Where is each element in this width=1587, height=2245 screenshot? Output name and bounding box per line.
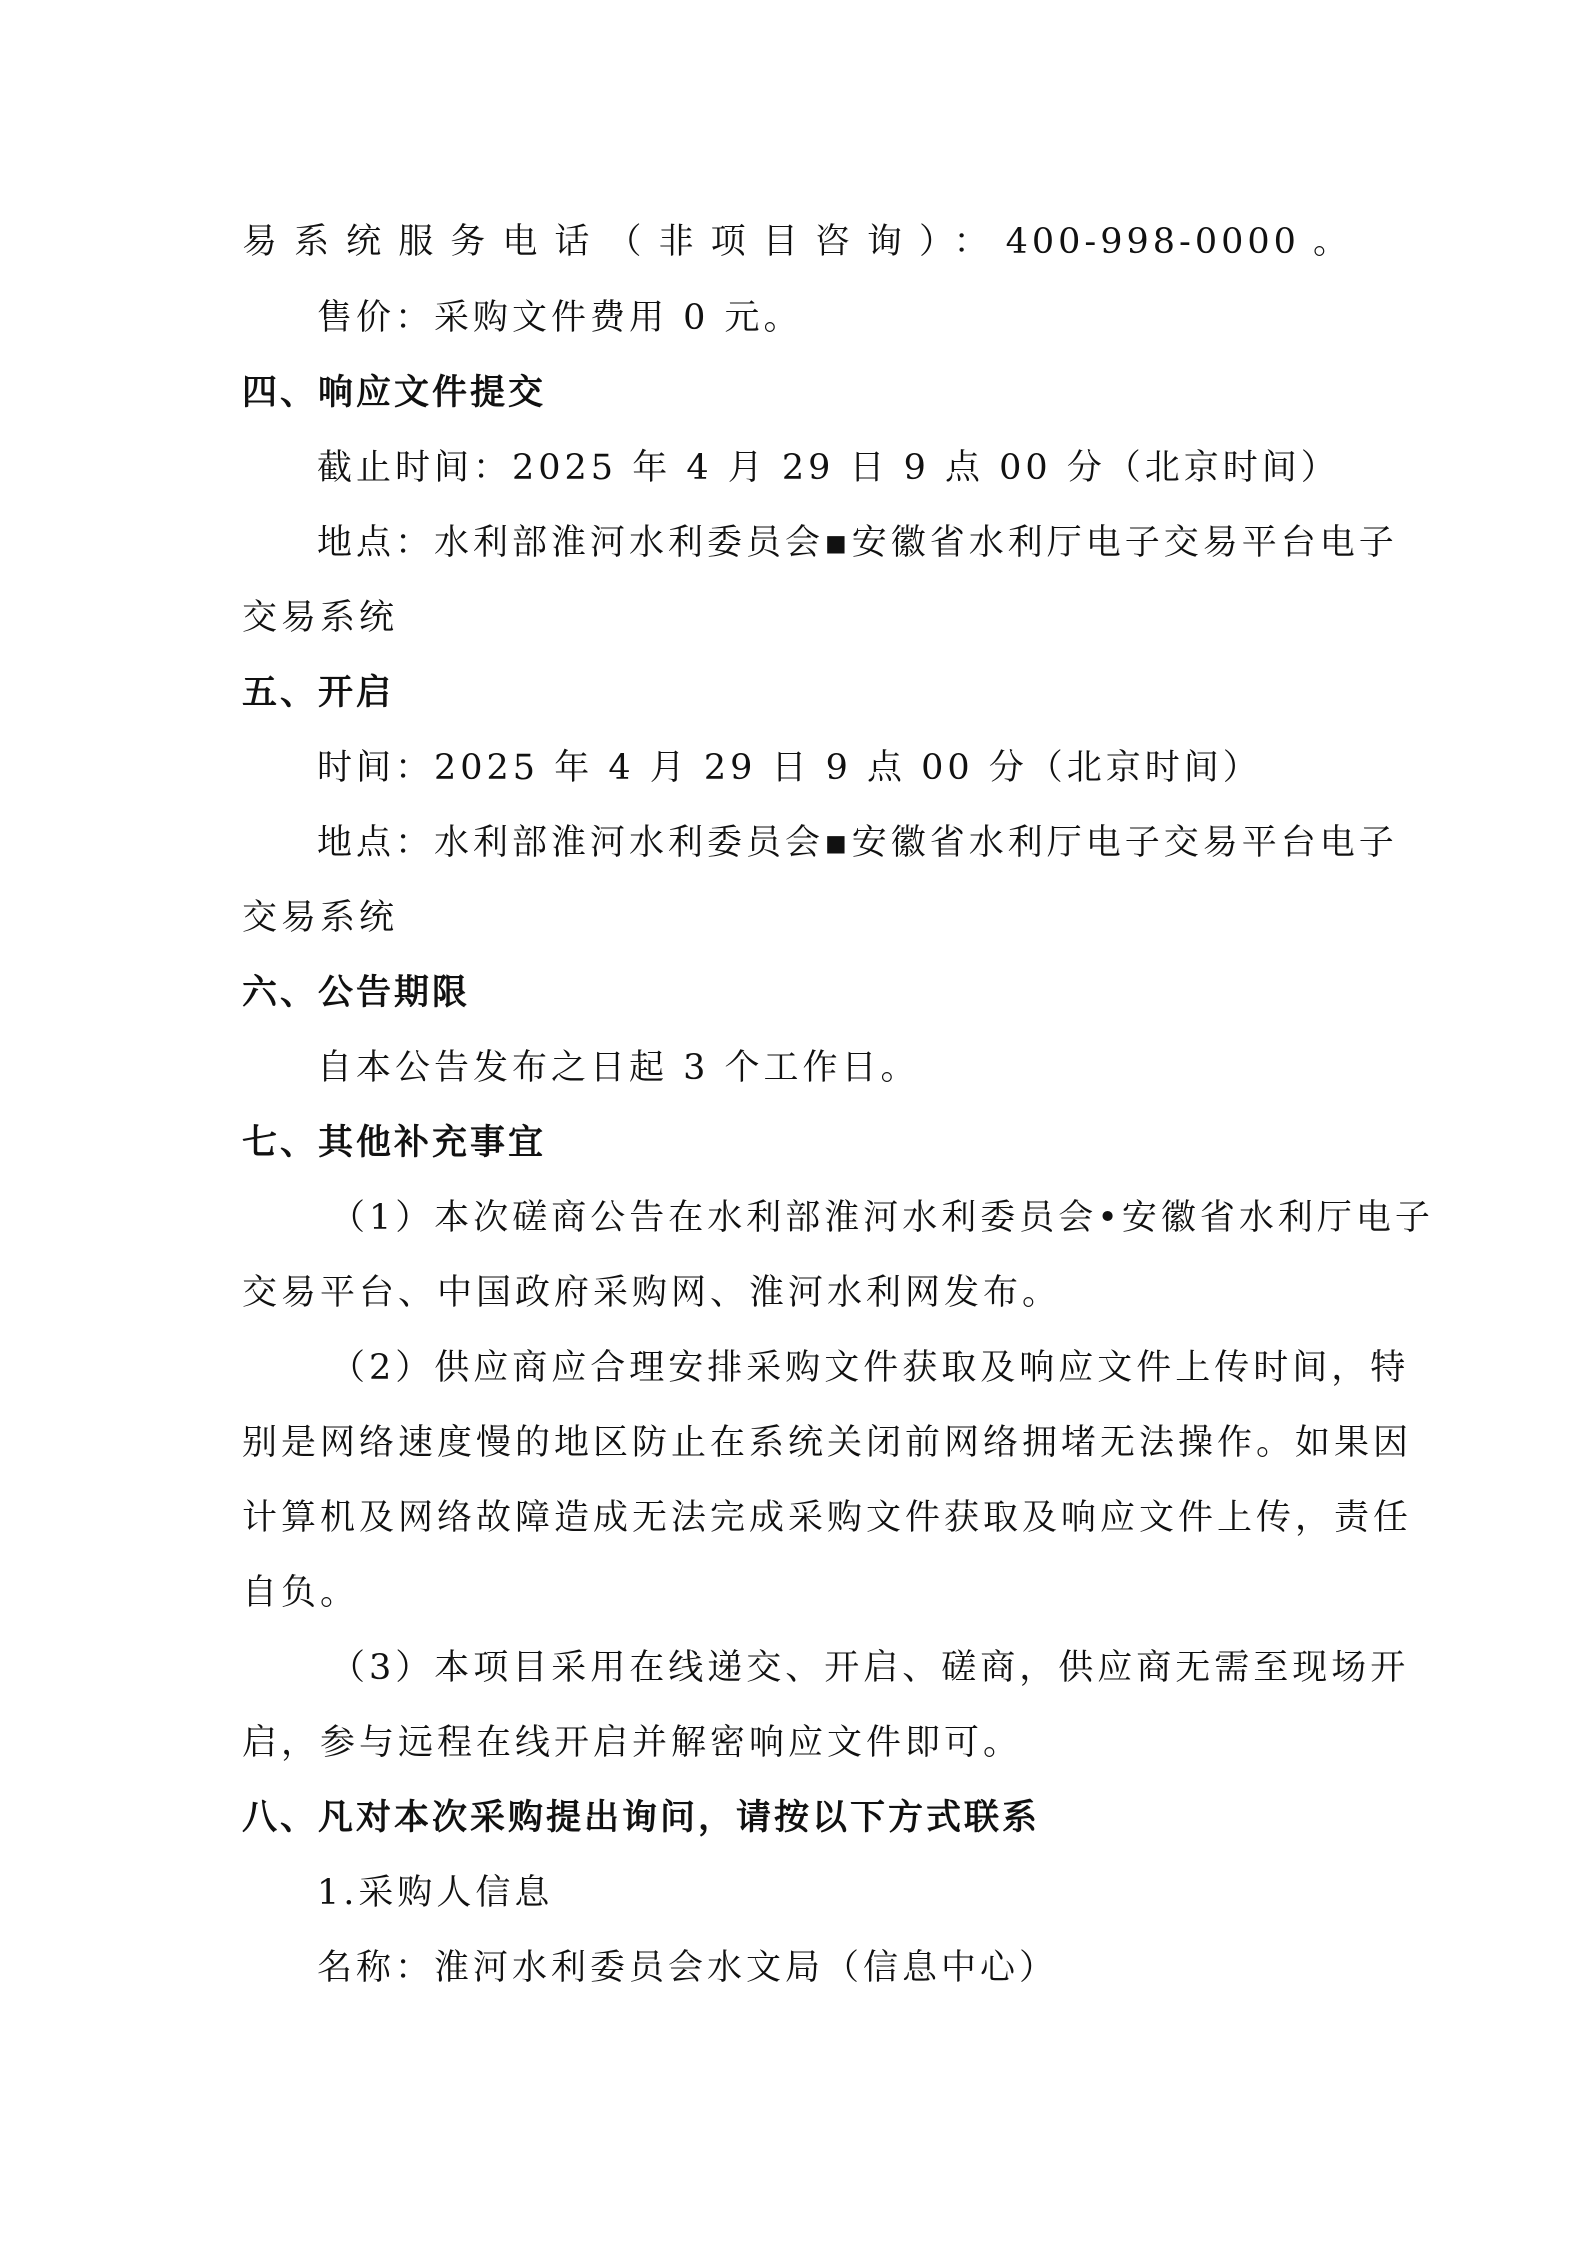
paragraph-line-item-3: （3）本项目采用在线递交、开启、磋商，供应商无需至现场开 [330,1648,1410,1688]
section-heading-5: 五、开启 [242,673,395,713]
paragraph-line-item-1: （1）本次磋商公告在水利部淮河水利委员会•安徽省水利厅电子 [330,1198,1434,1238]
paragraph-line-purchaser-name: 名称：淮河水利委员会水文局（信息中心） [317,1948,1059,1988]
paragraph-line-notice-period: 自本公告发布之日起 3 个工作日。 [317,1048,920,1088]
paragraph-line-item-2-cont-2: 计算机及网络故障造成无法完成采购文件获取及响应文件上传，责任 [242,1498,1413,1538]
paragraph-line-item-2-cont-3: 自负。 [242,1573,360,1613]
paragraph-line-opening-location: 地点：水利部淮河水利委员会▪安徽省水利厅电子交易平台电子 [317,823,1398,863]
section-heading-6: 六、公告期限 [242,973,471,1013]
paragraph-line-item-3-cont: 启，参与远程在线开启并解密响应文件即可。 [242,1723,1023,1763]
paragraph-line-service-phone: 易系统服务电话（非项目咨询）：400-998-0000。 [242,222,1352,262]
paragraph-line-item-2: （2）供应商应合理安排采购文件获取及响应文件上传时间，特 [330,1348,1410,1388]
paragraph-line-deadline: 截止时间：2025 年 4 月 29 日 9 点 00 分（北京时间） [317,448,1340,488]
paragraph-line-opening-time: 时间：2025 年 4 月 29 日 9 点 00 分（北京时间） [317,748,1262,788]
paragraph-line-price: 售价：采购文件费用 0 元。 [317,298,803,338]
section-heading-4: 四、响应文件提交 [242,373,547,413]
paragraph-line-opening-location-cont: 交易系统 [242,898,399,938]
paragraph-line-location: 地点：水利部淮河水利委员会▪安徽省水利厅电子交易平台电子 [317,523,1398,563]
paragraph-line-item-2-cont-1: 别是网络速度慢的地区防止在系统关闭前网络拥堵无法操作。如果因 [242,1423,1413,1463]
paragraph-line-purchaser-info: 1.采购人信息 [317,1873,554,1913]
section-heading-7: 七、其他补充事宜 [242,1123,547,1163]
paragraph-line-item-1-cont: 交易平台、中国政府采购网、淮河水利网发布。 [242,1273,1062,1313]
section-heading-8: 八、凡对本次采购提出询问，请按以下方式联系 [242,1798,1041,1838]
paragraph-line-location-cont: 交易系统 [242,598,399,638]
